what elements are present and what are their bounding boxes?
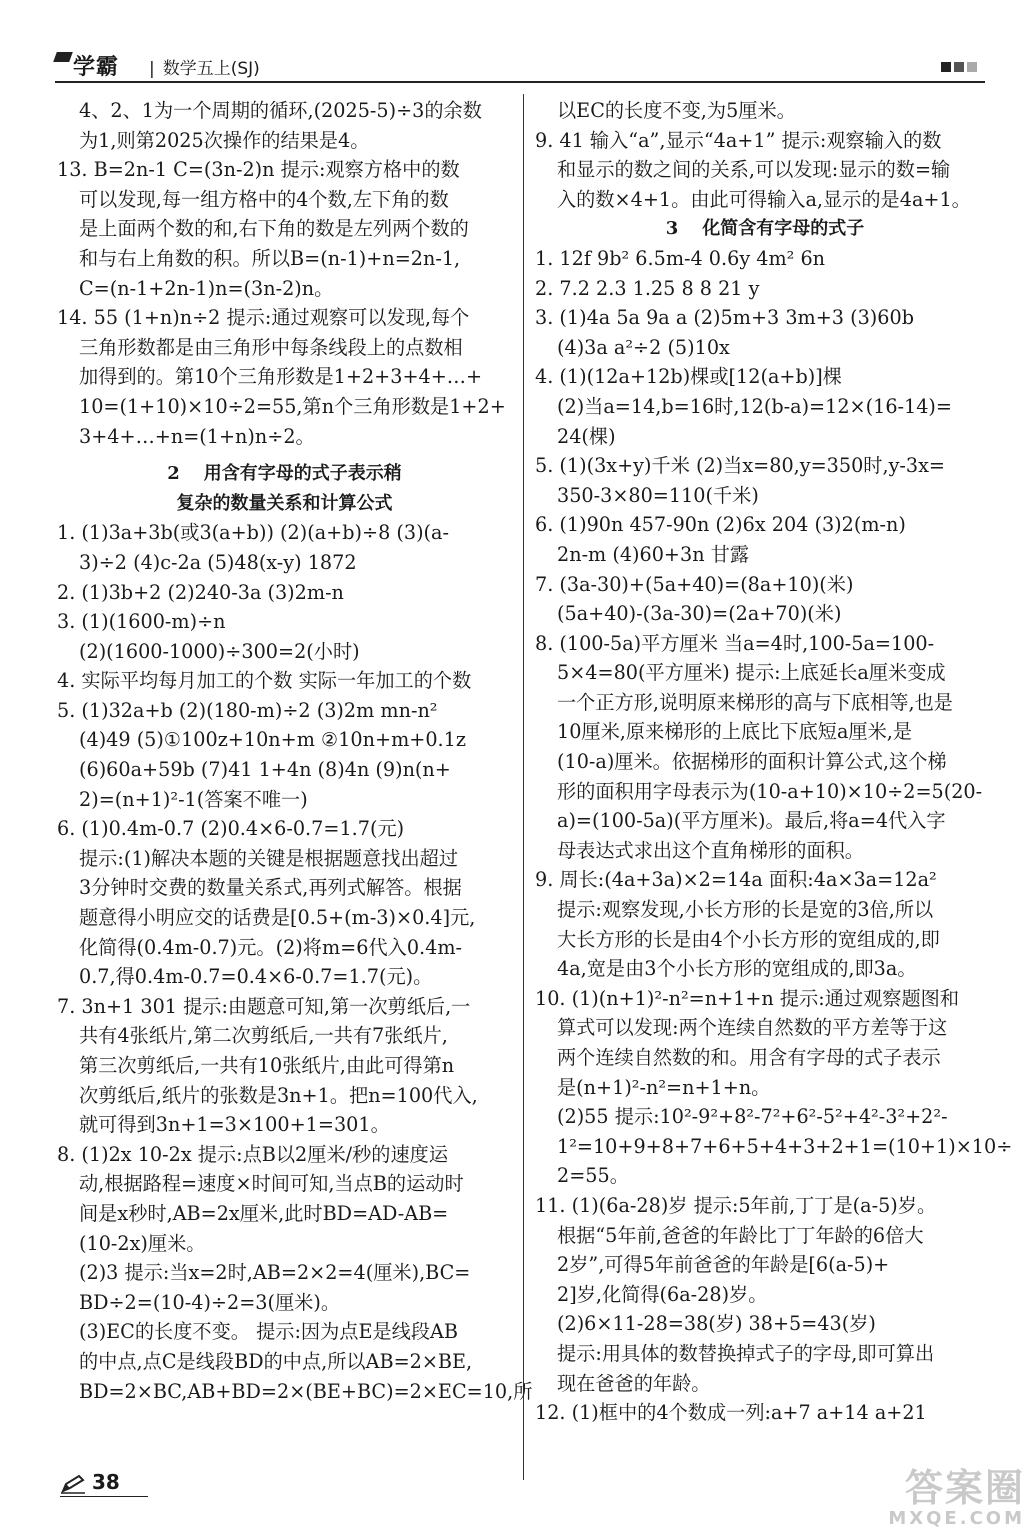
answer-line: 入的数×4+1。由此可得输入a,显示的是4a+1。 <box>557 187 971 211</box>
answer-line: 4a,宽是由3个小长方形的宽组成的,即3a。 <box>557 957 917 981</box>
answer-line: 9. 周长:(4a+3a)×2=14a 面积:4a×3a=12a² <box>535 868 937 892</box>
answer-line: 2岁”,可得5年前爸爸的年龄是[6(a-5)+ <box>557 1253 890 1277</box>
answer-line: 10=(1+10)×10÷2=55,第n个三角形数是1+2+ <box>79 394 506 418</box>
answer-line: 24(棵) <box>557 424 616 448</box>
answer-line: 3. (1)(1600-m)÷n <box>57 610 226 634</box>
answer-line: (2)(1600-1000)÷300=2(小时) <box>79 639 360 663</box>
answer-line: 提示:用具体的数替换掉式子的字母,即可算出 <box>557 1341 935 1365</box>
site-watermark <box>888 1468 1025 1529</box>
answer-line: (10-a)厘米。依据梯形的面积计算公式,这个梯 <box>557 750 947 774</box>
answer-line: 14. 55 (1+n)n÷2 提示:通过观察可以发现,每个 <box>57 306 470 330</box>
answer-line: 9. 41 输入“a”,显示“4a+1” 提示:观察输入的数 <box>535 128 942 152</box>
answer-line: 4、2、1为一个周期的循环,(2025-5)÷3的余数 <box>79 99 482 122</box>
answer-line: 动,根据路程=速度×时间可知,当点B的运动时 <box>79 1172 464 1196</box>
square-icon <box>967 62 977 72</box>
answer-line: BD÷2=(10-4)÷2=3(厘米)。 <box>79 1290 341 1314</box>
answer-line: 题意得小明应交的话费是[0.5+(m-3)×0.4]元, <box>79 906 476 930</box>
watermark-line-2: MXQE.COM <box>888 1508 1025 1529</box>
answer-line: 两个连续自然数的和。用含有字母的式子表示 <box>557 1046 941 1069</box>
answer-line: (4)49 (5)①100z+10n+m ②10n+m+0.1z <box>79 728 466 752</box>
answer-line: 6. (1)90n 457-90n (2)6x 204 (3)2(m-n) <box>535 513 906 537</box>
answer-line: 1. (1)3a+3b(或3(a+b)) (2)(a+b)÷8 (3)(a- <box>57 521 449 545</box>
section-title: 化简含有字母的式子 <box>702 218 865 240</box>
answer-line: 和与右上角数的积。所以B=(n-1)+n=2n-1, <box>79 246 461 270</box>
answer-line: 共有4张纸片,第二次剪纸后,一共有7张纸片, <box>79 1024 448 1048</box>
answer-line: 4. 实际平均每月加工的个数 实际一年加工的个数 <box>57 669 472 693</box>
answer-line: 和显示的数之间的关系,可以发现:显示的数=输 <box>557 158 951 182</box>
answer-line: BD=2×BC,AB+BD=2×(BE+BC)=2×EC=10,所 <box>79 1379 533 1403</box>
section-number: 3 <box>665 218 679 240</box>
answer-line: (6)60a+59b (7)41 1+4n (8)4n (9)n(n+ <box>79 758 451 782</box>
answer-line: (2)当a=14,b=16时,12(b-a)=12×(16-14)= <box>557 394 952 418</box>
answer-line: 以EC的长度不变,为5厘米。 <box>557 99 796 122</box>
answer-line: (2)55 提示:10²-9²+8²-7²+6²-5²+4²-3²+2²- <box>557 1105 948 1129</box>
section-number: 2 <box>167 463 180 485</box>
answer-line: 350-3×80=110(千米) <box>557 483 759 507</box>
answer-line: 2. (1)3b+2 (2)240-3a (3)2m-n <box>57 580 344 604</box>
answer-line: 2=55。 <box>557 1164 629 1188</box>
title-separator: | <box>149 59 155 79</box>
answer-line: (2)6×11-28=38(岁) 38+5=43(岁) <box>557 1312 876 1336</box>
answer-line: 是(n+1)²-n²=n+1+n。 <box>557 1075 771 1099</box>
book-title-text: 数学五上(SJ) <box>162 59 260 79</box>
answer-line: 化简得(0.4m-0.7)元。(2)将m=6代入0.4m- <box>79 935 463 959</box>
page-header <box>55 48 985 88</box>
answer-line: 3+4+…+n=(1+n)n÷2。 <box>79 424 315 448</box>
square-icon <box>954 62 964 72</box>
answer-line: 一个正方形,说明原来梯形的高与下底相等,也是 <box>557 690 953 714</box>
answer-line: 6. (1)0.4m-0.7 (2)0.4×6-0.7=1.7(元) <box>57 817 405 841</box>
section-heading <box>57 459 512 489</box>
graduation-cap-icon <box>53 52 73 62</box>
answer-line: 5. (1)32a+b (2)(180-m)÷2 (3)2m mn-n² <box>57 698 438 722</box>
answer-line: 形的面积用字母表示为(10-a+10)×10÷2=5(20- <box>557 779 983 803</box>
pencil-icon <box>60 1474 86 1494</box>
page-number: 38 <box>92 1470 120 1494</box>
answer-line: (2)3 提示:当x=2时,AB=2×2=4(厘米),BC= <box>79 1261 471 1285</box>
watermark-line-1: 答案圈 <box>904 1466 1025 1510</box>
header-rule <box>55 81 985 83</box>
answer-line: 提示:(1)解决本题的关键是根据题意找出超过 <box>79 846 459 870</box>
answer-line: 就可得到3n+1=3×100+1=301。 <box>79 1113 390 1137</box>
answer-line: 3)÷2 (4)c-2a (5)48(x-y) 1872 <box>79 550 357 574</box>
answer-line: 1. 12f 9b² 6.5m-4 0.6y 4m² 6n <box>535 246 826 270</box>
square-icon <box>941 62 951 72</box>
brand-logo <box>55 50 119 81</box>
answer-line: (3)EC的长度不变。 提示:因为点E是线段AB <box>79 1320 459 1344</box>
answer-line: 7. (3a-30)+(5a+40)=(8a+10)(米) <box>535 572 854 596</box>
answer-line: 现在爸爸的年龄。 <box>557 1371 711 1395</box>
answer-line: 提示:观察发现,小长方形的长是宽的3倍,所以 <box>557 898 934 922</box>
answer-line: 10厘米,原来梯形的上底比下底短a厘米,是 <box>557 720 913 744</box>
answer-line: 母表达式求出这个直角梯形的面积。 <box>557 838 864 862</box>
book-title <box>147 54 260 79</box>
answer-line: 第三次剪纸后,一共有10张纸片,由此可得第n <box>79 1054 455 1077</box>
section-title: 复杂的数量关系和计算公式 <box>176 492 393 514</box>
answer-line: 10. (1)(n+1)²-n²=n+1+n 提示:通过观察题图和 <box>535 986 960 1010</box>
answer-line: 2)=(n+1)²-1(答案不唯一) <box>79 787 308 811</box>
answer-line: 算式可以发现:两个连续自然数的平方差等于这 <box>557 1016 948 1040</box>
left-column <box>57 96 533 1406</box>
answer-line: 7. 3n+1 301 提示:由题意可知,第一次剪纸后,一 <box>57 994 471 1018</box>
answer-line: a)=(100-5a)(平方厘米)。最后,将a=4代入字 <box>557 809 946 833</box>
answer-line: 8. (100-5a)平方厘米 当a=4时,100-5a=100- <box>535 631 935 655</box>
answer-line: (4)3a a²÷2 (5)10x <box>557 335 730 359</box>
answer-line: 三角形数都是由三角形中每条线段上的点数相 <box>79 335 463 359</box>
answer-line: 2n-m (4)60+3n 甘露 <box>557 542 750 566</box>
column-divider <box>523 94 524 1480</box>
answer-line: 可以发现,每一组方格中的4个数,左下角的数 <box>79 187 449 211</box>
answer-line: (5a+40)-(3a-30)=(2a+70)(米) <box>557 602 842 626</box>
answer-line: 为1,则第2025次操作的结果是4。 <box>79 128 370 152</box>
section-title: 用含有字母的式子表示稍 <box>203 463 402 485</box>
answer-line: 11. (1)(6a-28)岁 提示:5年前,丁丁是(a-5)岁。 <box>535 1193 937 1217</box>
answer-line: (10-2x)厘米。 <box>79 1231 206 1255</box>
answer-line: 根据“5年前,爸爸的年龄比丁丁年龄的6倍大 <box>557 1223 924 1247</box>
answer-line: 加得到的。第10个三角形数是1+2+3+4+…+ <box>79 365 483 389</box>
answer-line: C=(n-1+2n-1)n=(3n-2)n。 <box>79 276 334 300</box>
answer-line: 2]岁,化简得(6a-28)岁。 <box>557 1282 768 1306</box>
answer-line: 间是x秒时,AB=2x厘米,此时BD=AD-AB= <box>79 1201 449 1225</box>
answer-line: 5. (1)(3x+y)千米 (2)当x=80,y=350时,y-3x= <box>535 454 946 478</box>
section-heading <box>535 214 995 244</box>
answer-line: 12. (1)框中的4个数成一列:a+7 a+14 a+21 <box>535 1401 927 1425</box>
answer-line: 8. (1)2x 10-2x 提示:点B以2厘米/秒的速度运 <box>57 1142 449 1166</box>
page-footer <box>60 1470 150 1500</box>
answer-line: 大长方形的长是由4个小长方形的宽组成的,即 <box>557 927 940 951</box>
answer-line: 3. (1)4a 5a 9a a (2)5m+3 3m+3 (3)60b <box>535 306 914 330</box>
answer-line: 5×4=80(平方厘米) 提示:上底延长a厘米变成 <box>557 661 946 685</box>
answer-line: 0.7,得0.4m-0.7=0.4×6-0.7=1.7(元)。 <box>79 965 433 989</box>
answer-line: 1²=10+9+8+7+6+5+4+3+2+1=(10+1)×10÷ <box>557 1134 1013 1158</box>
answer-line: 是上面两个数的和,右下角的数是左列两个数的 <box>79 217 469 241</box>
answer-line: 3分钟时交费的数量关系式,再列式解答。根据 <box>79 876 462 900</box>
answer-line: 次剪纸后,纸片的张数是3n+1。把n=100代入, <box>79 1083 478 1107</box>
answer-line: 4. (1)(12a+12b)棵或[12(a+b)]棵 <box>535 365 842 389</box>
footer-rule <box>60 1496 148 1497</box>
section-heading <box>57 489 512 519</box>
answer-line: 2. 7.2 2.3 1.25 8 8 21 y <box>535 276 760 300</box>
answer-line: 的中点,点C是线段BD的中点,所以AB=2×BE, <box>79 1349 473 1373</box>
right-column <box>535 96 1013 1428</box>
logo-text: 学霸 <box>73 55 120 80</box>
answer-line: 13. B=2n-1 C=(3n-2)n 提示:观察方格中的数 <box>57 158 460 182</box>
decorative-squares <box>941 62 977 72</box>
